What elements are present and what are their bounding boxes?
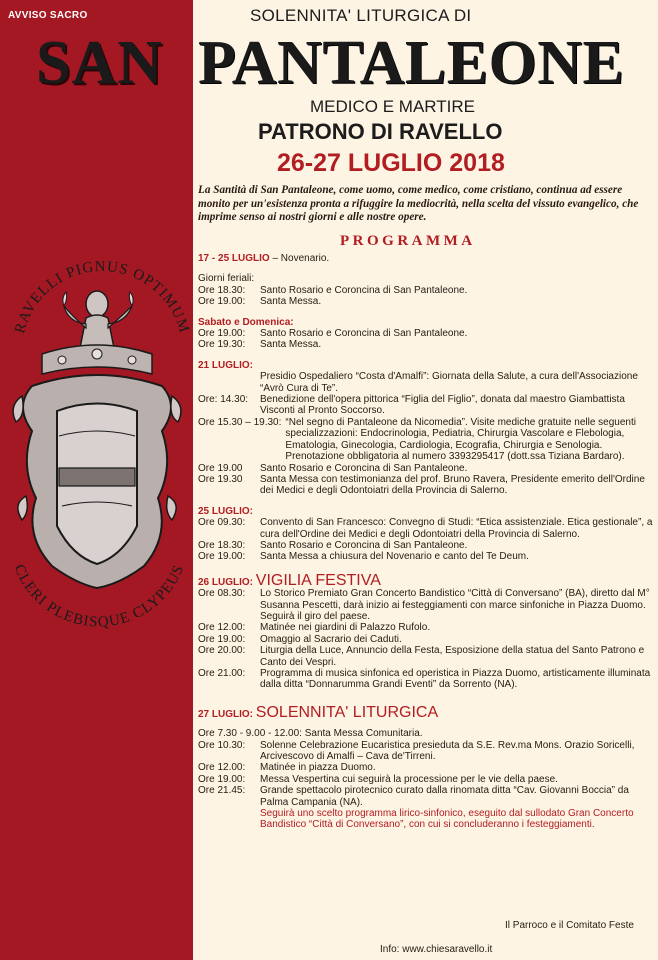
patrono-di-ravello: PATRONO DI RAVELLO (258, 119, 503, 144)
desc: Presidio Ospedaliero “Costa d'Amalfi”: Giornata della Salute, a cura dell'Associazione “Avrò Cura di Te”. (260, 371, 638, 394)
section-25-luglio (198, 506, 653, 563)
time: Ore 19.30 (198, 473, 243, 485)
section-date: 17 - 25 LUGLIO (198, 253, 270, 264)
list-item (198, 762, 653, 773)
section-title: Sabato e Domenica: (198, 316, 294, 328)
section-heading: VIGILIA FESTIVA (255, 571, 381, 589)
desc: Matinée nei giardini di Palazzo Rufolo. (260, 622, 431, 634)
desc: Santo Rosario e Coroncina di San Pantaleone. (260, 462, 468, 474)
crown-icon (42, 345, 152, 374)
time (198, 371, 260, 394)
list-item (198, 634, 653, 645)
time: Ore 18.30: (198, 539, 246, 551)
time: Ore 19.30: (198, 339, 246, 351)
time: Ore: 14.30: (198, 394, 249, 406)
section-title (198, 571, 653, 589)
desc: Matinée in piazza Duomo. (260, 762, 376, 774)
time: Ore 08.30: (198, 588, 246, 600)
title-san: SAN (36, 29, 164, 97)
time: Ore 19.00: (198, 328, 246, 340)
avviso-sacro-label: AVVISO SACRO (8, 10, 88, 21)
desc: Santa Messa. (260, 296, 322, 308)
section-date: 27 LUGLIO: (198, 708, 254, 720)
desc: Santo Rosario e Coroncina di San Pantaleone. (260, 328, 468, 340)
event-date: 26-27 LUGLIO 2018 (277, 149, 505, 177)
desc: “Nel segno di Pantaleone da Nicomedia”. Visite mediche gratuite nelle seguenti specializzazioni: Endocrinologia, Pediatria, Chirurgia Vascolare e Flebologia, Ematologia, Ginecologia, Cardiologia, Ecografia, Chirurgia e Senologia. Prenotazione obbligatoria al numero 3393295417 (dott.ssa Tiziana Bardaro). (285, 416, 636, 463)
list-item (198, 551, 653, 562)
time: Ore 21.45: (198, 785, 246, 797)
desc: Santa Messa a chiusura del Novenario e canto del Te Deum. (260, 551, 529, 563)
list-item (198, 474, 653, 497)
medico-e-martire: MEDICO E MARTIRE (310, 97, 475, 116)
list-item (198, 645, 653, 668)
title-pantaleone: PANTALEONE (198, 29, 625, 97)
desc: Solenne Celebrazione Eucaristica presieduta da S.E. Rev.ma Mons. Orazio Soricelli, Arcivescovo di Amalfi – Cava de'Tirreni. (260, 739, 635, 763)
list-item (198, 463, 653, 474)
crest-motto-top: RAVELLI PIGNUS OPTIMUM (12, 258, 192, 336)
crest-motto-bottom: CLERI PLEBISQUE CLYPEUS (10, 562, 188, 631)
list-item (198, 540, 653, 551)
desc: Santa Messa con testimonianza del prof. Bruno Ravera, Presidente emerito dell'Ordine dei Medici e degli Odontoiatri della Provincia di Salerno. (260, 473, 645, 497)
time: Ore 12.00: (198, 622, 246, 634)
section-label: Giorni feriali: (198, 273, 255, 285)
list-item (198, 668, 653, 691)
section-title: 25 LUGLIO: (198, 505, 254, 517)
desc: Omaggio al Sacrario dei Caduti. (260, 633, 402, 645)
desc: Programma di musica sinfonica ed operistica in Piazza Duomo, artisticamente illuminata dalla ditta “Donnarumma Grandi Eventi” da Sorrento (NA). (260, 668, 651, 691)
time: Ore 09.30: (198, 517, 246, 529)
time: Ore 12.00: (198, 762, 246, 774)
subtitle: SOLENNITA' LITURGICA DI (250, 6, 472, 25)
schedule (198, 253, 653, 831)
section-desc: – Novenario. (269, 253, 330, 264)
intro-text: La Santità di San Pantaleone, come uomo, come medico, come cristiano, continua ad essere monito per un'esistenza pronta a rifuggire la mediocrità, nella scelta del vissuto evangelico, che imprime senso ai nostri giorni e alle nostre opere. (198, 184, 639, 223)
programma-heading: PROGRAMMA (340, 233, 476, 249)
desc: Santo Rosario e Coroncina di San Pantaleone. (260, 284, 468, 296)
section-vigilia-festiva (198, 571, 653, 691)
desc: Grande spettacolo pirotecnico curato dalla rinomata ditta “Cav. Giovanni Boccia” da Palma Campania (NA). (260, 785, 629, 808)
desc: Messa Vespertina cui seguirà la processione per le vie della paese. (260, 773, 558, 785)
list-item (198, 296, 653, 307)
list-item: Ore 7.30 - 9.00 - 12.00: Santa Messa Comunitaria. (198, 728, 423, 740)
section-heading: SOLENNITA' LITURGICA (255, 703, 439, 721)
time: Ore 19.00: (198, 633, 246, 645)
list-item (198, 417, 653, 463)
time: Ore 19.00 (198, 462, 243, 474)
list-item (198, 394, 653, 417)
section-solennita-liturgica (198, 703, 653, 831)
section-title (198, 703, 653, 721)
list-item (198, 285, 653, 296)
time: Ore 19.00: (198, 551, 246, 563)
desc: Convento di San Francesco: Convegno di Studi: “Etica assistenziale. Etica gestionale”, a cura dell'Ordine dei Medici e degli Odontoiatri della Provincia di Salerno. (260, 517, 653, 540)
ravello-crest-emblem (2, 236, 192, 686)
list-item (198, 785, 653, 808)
desc: Lo Storico Premiato Gran Concerto Bandistico “Città di Conversano” (BA), diretto dal M° Susanna Pescetti, darà inizio ai festeggiamenti con marce sinfoniche in Piazza Duomo. Seguirà il giro del paese. (260, 588, 650, 622)
section-21-luglio (198, 360, 653, 497)
list-item (198, 740, 653, 763)
list-item (198, 588, 653, 622)
desc: Liturgia della Luce, Annuncio della Festa, Esposizione della statua del Santo Patrono e Canto dei Vespri. (260, 645, 645, 668)
desc: Santo Rosario e Coroncina di San Pantaleone. (260, 539, 468, 551)
list-item (198, 328, 653, 339)
list-item (198, 517, 653, 540)
info-link[interactable]: Info: www.chiesaravello.it (380, 944, 493, 955)
section-giorni-feriali (198, 273, 653, 307)
time: Ore 15.30 – 19.30: (198, 416, 282, 428)
time: Ore 20.00: (198, 645, 246, 657)
list-item (198, 622, 653, 633)
signature: Il Parroco e il Comitato Feste (505, 920, 634, 931)
time: Ore 19.00: (198, 296, 246, 308)
section-date: 26 LUGLIO: (198, 576, 254, 588)
cherub-icon (63, 291, 133, 348)
time: Ore 19.00: (198, 773, 246, 785)
section-title (198, 253, 653, 264)
time: Ore 10.30: (198, 739, 246, 751)
list-item (198, 774, 653, 785)
time: Ore 18.30: (198, 284, 246, 296)
time: Ore 21.00: (198, 668, 246, 679)
section-novenario (198, 253, 653, 264)
shield-icon (13, 375, 181, 588)
section-title: 21 LUGLIO: (198, 359, 254, 371)
list-item (198, 371, 653, 394)
list-item (198, 339, 653, 350)
desc: Santa Messa. (260, 339, 322, 351)
desc: Benedizione dell'opera pittorica “Figlia del Figlio”, donata dal maestro Giambattista Visconti al Pronto Soccorso. (260, 394, 625, 417)
section-sabato-domenica (198, 317, 653, 351)
closing-note: Seguirà uno scelto programma lirico-sinfonico, eseguito dal sullodato Gran Concerto Bandistico “Città di Conversano”, con cui si concluderanno i festeggiamenti. (260, 808, 634, 831)
